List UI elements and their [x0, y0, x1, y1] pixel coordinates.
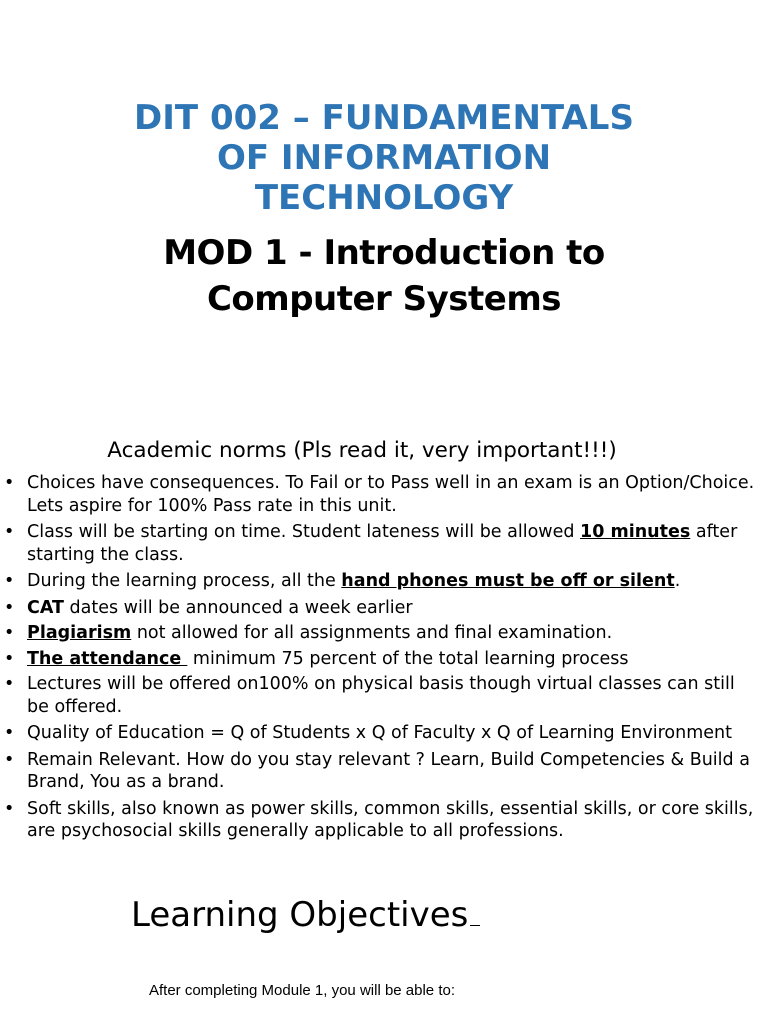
learning-objectives-intro: After completing Module 1, you will be able to:	[149, 982, 455, 999]
bullet-icon: •	[4, 597, 15, 618]
bullet-icon: •	[4, 648, 15, 669]
norm-emphasis: CAT	[27, 597, 64, 618]
norm-emphasis: Plagiarism	[27, 623, 132, 643]
norm-text: after starting the class.	[27, 522, 738, 565]
module-title	[84, 230, 684, 322]
bullet-icon: •	[4, 723, 15, 743]
norm-item-plagiarism	[0, 622, 768, 645]
title-slide	[0, 0, 768, 420]
course-title-line-2: OF INFORMATION	[216, 138, 552, 178]
course-title	[84, 98, 684, 218]
norm-text: Soft skills, also known as power skills, common skills, essential skills, or core skills, are psychosocial skills generally applicable to all professions.	[27, 798, 754, 841]
learning-objectives-title: Learning Objectives	[131, 895, 469, 935]
norm-item-quality	[0, 722, 768, 745]
norm-text: minimum 75 percent of the total learning process	[187, 648, 629, 669]
norm-emphasis: The attendance	[27, 648, 188, 669]
norm-item-attendance	[0, 648, 768, 671]
norm-item-phones	[0, 570, 768, 593]
bullet-icon: •	[4, 623, 15, 643]
norms-heading: Academic norms (Pls read it, very important!!!)	[107, 438, 617, 463]
norm-emphasis: hand phones must be off or silent	[341, 571, 675, 591]
academic-norms-slide	[0, 420, 768, 865]
norm-text: During the learning process, all the	[27, 571, 342, 591]
norm-text: Lectures will be offered on100% on physical basis though virtual classes can still be offered.	[27, 674, 735, 717]
bullet-icon: •	[4, 522, 15, 542]
bullet-icon: •	[4, 473, 15, 493]
norm-text: Remain Relevant. How do you stay relevant ? Learn, Build Competencies & Build a Brand, You as a brand.	[27, 749, 750, 792]
norm-text: Class will be starting on time. Student lateness will be allowed	[27, 522, 581, 542]
bullet-icon: •	[4, 798, 15, 819]
norm-item-choices	[0, 472, 768, 517]
learning-objectives-heading	[131, 893, 480, 937]
norms-list	[0, 472, 768, 847]
norm-text: Quality of Education = Q of Students x Q of Faculty x Q of Learning Environment	[27, 723, 732, 743]
norm-item-lectures	[0, 673, 768, 718]
bullet-icon: •	[4, 674, 15, 694]
bullet-icon: •	[4, 749, 15, 770]
module-title-line-1: MOD 1 - Introduction to	[163, 233, 605, 273]
module-title-line-2: Computer Systems	[206, 279, 562, 319]
norm-text: dates will be announced a week earlier	[63, 597, 413, 618]
norm-text: .	[674, 571, 681, 591]
course-title-line-3: TECHNOLOGY	[254, 178, 514, 218]
norm-item-relevant	[0, 749, 768, 794]
learning-objectives-slide	[0, 865, 768, 1024]
text-cursor-icon	[470, 895, 480, 926]
norm-text: not allowed for all assignments and final examination.	[131, 623, 613, 643]
course-title-line-1: DIT 002 – FUNDAMENTALS	[134, 98, 634, 138]
bullet-icon: •	[4, 571, 15, 591]
norm-item-punctuality	[0, 521, 768, 566]
norm-item-soft-skills	[0, 798, 768, 843]
norm-text: Choices have consequences. To Fail or to Pass well in an exam is an Option/Choice. Lets aspire for 100% Pass rate in this unit.	[27, 473, 755, 516]
norm-item-cat	[0, 597, 768, 620]
norm-emphasis: 10 minutes	[580, 522, 691, 542]
